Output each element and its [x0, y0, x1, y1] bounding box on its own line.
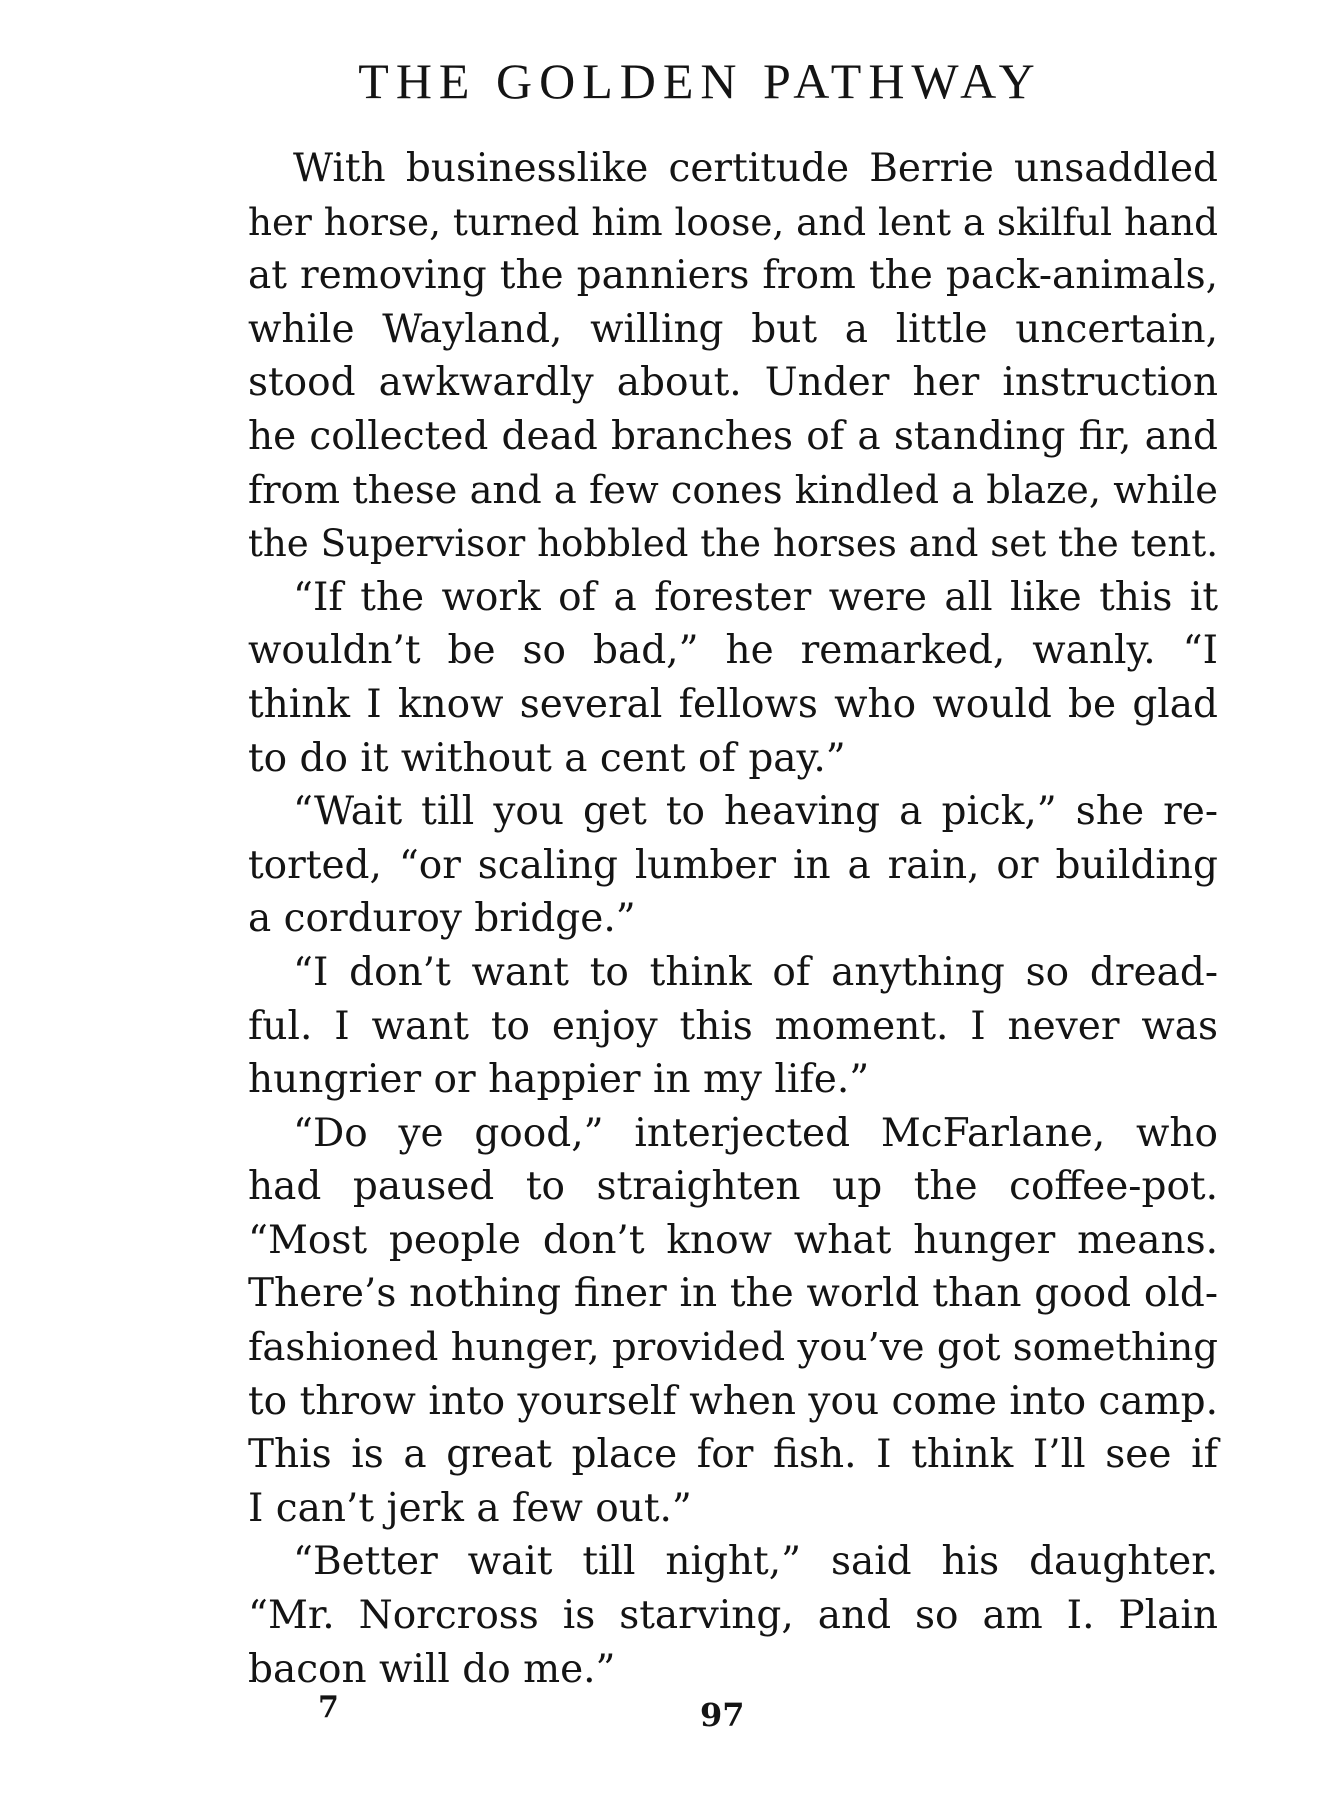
text-line: “Mr. Norcross is starving, and so am I. Plain — [248, 1593, 1218, 1639]
text-line: think I know several fellows who would be glad — [248, 681, 1218, 727]
paragraph-3 — [248, 785, 1218, 946]
text-line: from these and a few cones kindled a blaze, while — [248, 467, 1218, 513]
text-line: “I don’t want to think of anything so dread- — [293, 949, 1218, 995]
text-line: hungrier or happier in my life.” — [248, 1057, 870, 1103]
text-line: stood awkwardly about. Under her instruction — [248, 360, 1218, 406]
text-line: fashioned hunger, provided you’ve got something — [248, 1325, 1218, 1371]
text-line: while Wayland, willing but a little uncertain, — [248, 306, 1218, 352]
paragraph-2 — [248, 571, 1218, 785]
page-number: 97 — [700, 1696, 745, 1734]
text-line: bacon will do me.” — [248, 1646, 616, 1692]
text-line: “Do ye good,” interjected McFarlane, who — [293, 1110, 1218, 1156]
text-line: “Better wait till night,” said his daughter. — [293, 1539, 1218, 1585]
paragraph-6 — [248, 1535, 1218, 1696]
text-line: There’s nothing finer in the world than good old- — [248, 1271, 1218, 1317]
text-line: wouldn’t be so bad,” he remarked, wanly. “I — [248, 628, 1218, 674]
text-line: at removing the panniers from the pack-animals, — [248, 253, 1218, 299]
body-text — [248, 142, 1218, 1696]
text-line: her horse, turned him loose, and lent a skilful hand — [248, 199, 1218, 244]
text-line: he collected dead branches of a standing fir, and — [248, 413, 1218, 459]
text-line: to do it without a cent of pay.” — [248, 735, 846, 781]
text-line: “Wait till you get to heaving a pick,” she re- — [293, 789, 1218, 835]
text-line: “If the work of a forester were all like this it — [293, 574, 1218, 620]
text-line: This is a great place for fish. I think I’ll see if — [248, 1432, 1218, 1478]
paragraph-4 — [248, 946, 1218, 1107]
text-line: With businesslike certitude Berrie unsaddled — [293, 146, 1218, 191]
text-line: a corduroy bridge.” — [248, 896, 636, 942]
text-line: to throw into yourself when you come into camp. — [248, 1378, 1218, 1424]
paragraph-5 — [248, 1107, 1218, 1536]
text-line: the Supervisor hobbled the horses and set the tent. — [248, 522, 1218, 566]
signature-mark: 7 — [318, 1690, 339, 1725]
running-title: THE GOLDEN PATHWAY — [358, 53, 1042, 109]
text-line: had paused to straighten up the coffee-pot. — [248, 1164, 1218, 1210]
text-line: ful. I want to enjoy this moment. I never was — [248, 1003, 1218, 1049]
text-line: “Most people don’t know what hunger means. — [248, 1217, 1218, 1263]
paragraph-1 — [248, 142, 1218, 571]
text-line: torted, “or scaling lumber in a rain, or building — [248, 842, 1218, 888]
text-line: I can’t jerk a few out.” — [248, 1485, 692, 1531]
